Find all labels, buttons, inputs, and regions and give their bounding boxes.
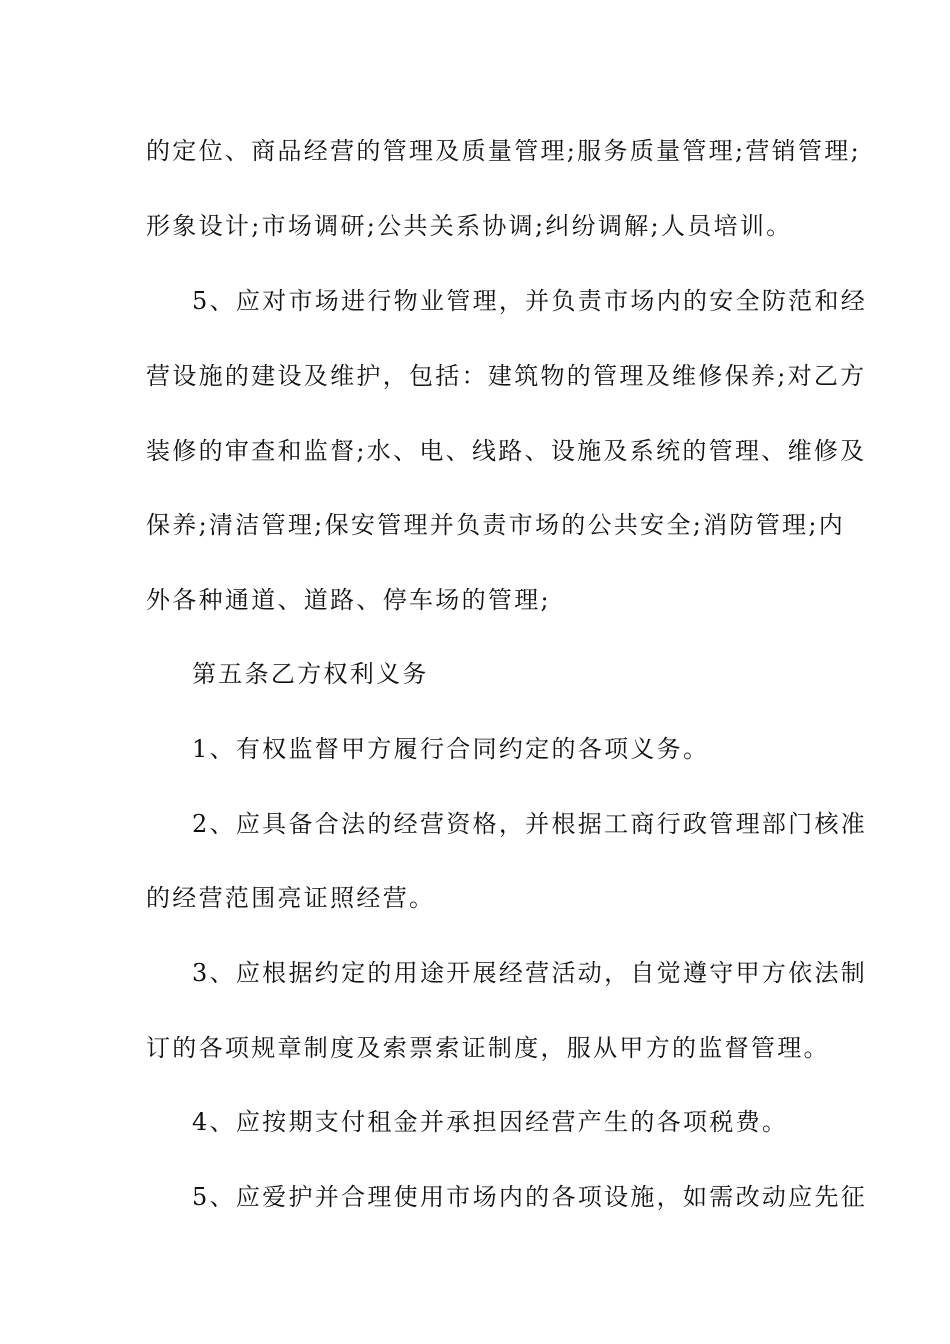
item-4-line-1: 4、应按期支付租金并承担因经营产生的各项税费。 bbox=[192, 1108, 789, 1136]
item-2-line-1: 2、应具备合法的经营资格，并根据工商行政管理部门核准 bbox=[192, 810, 868, 838]
item-1-line-1: 1、有权监督甲方履行合同约定的各项义务。 bbox=[192, 735, 710, 763]
paragraph-5-line-2: 营设施的建设及维护，包括：建筑物的管理及维修保养;对乙方 bbox=[146, 362, 867, 390]
article-5-heading: 第五条乙方权利义务 bbox=[192, 660, 429, 688]
item-2-line-2: 的经营范围亮证照经营。 bbox=[146, 884, 436, 912]
text-line-2: 形象设计;市场调研;公共关系协调;纠纷调解;人员培训。 bbox=[146, 212, 793, 240]
paragraph-5-line-3: 装修的审查和监督;水、电、线路、设施及系统的管理、维修及 bbox=[146, 437, 867, 465]
item-3-line-1: 3、应根据约定的用途开展经营活动，自觉遵守甲方依法制 bbox=[192, 959, 868, 987]
paragraph-5-line-5: 外各种通道、道路、停车场的管理; bbox=[146, 586, 551, 614]
paragraph-5-line-4: 保养;清洁管理;保安管理并负责市场的公共安全;消防管理;内 bbox=[146, 511, 846, 539]
item-3-line-2: 订的各项规章制度及索票索证制度，服从甲方的监督管理。 bbox=[146, 1034, 830, 1062]
item-5-line-1: 5、应爱护并合理使用市场内的各项设施，如需改动应先征 bbox=[192, 1183, 868, 1211]
paragraph-5-line-1: 5、应对市场进行物业管理，并负责市场内的安全防范和经 bbox=[192, 287, 868, 315]
text-line-1: 的定位、商品经营的管理及质量管理;服务质量管理;营销管理; bbox=[146, 137, 861, 165]
